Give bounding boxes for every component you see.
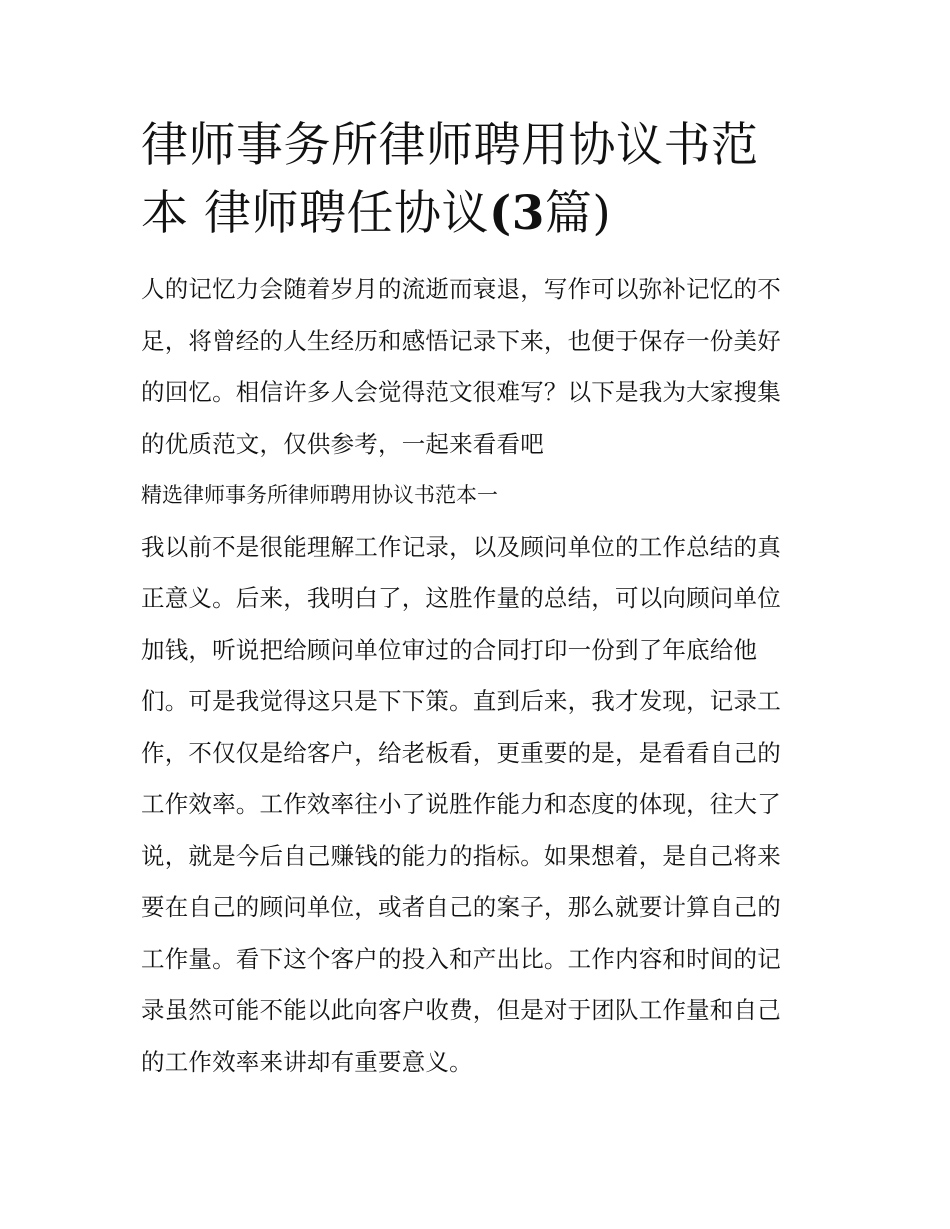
paragraph-line: 说，就是今后自己赚钱的能力的指标。如果想着，是自己将来 (141, 841, 781, 870)
intro-paragraph (141, 264, 816, 470)
paragraph-line: 录虽然可能不能以此向客户收费，但是对于团队工作量和自己 (141, 996, 781, 1024)
paragraph-line: 工作效率。工作效率往小了说胜作能力和态度的体现，往大了 (141, 790, 781, 818)
paragraph-line: 人的记忆力会随着岁月的流逝而衰退，写作可以弥补记忆的不 (141, 275, 781, 303)
title-line: 律师事务所律师聘用协议书范 (141, 118, 759, 173)
title-count: (3 (488, 186, 545, 241)
paragraph-line: 要在自己的顾问单位，或者自己的案子，那么就要计算自己的 (141, 893, 781, 921)
body-paragraph (141, 522, 816, 1089)
paragraph-line: 正意义。后来，我明白了，这胜作量的总结，可以向顾问单位 (141, 584, 781, 612)
title-line-text: 本 律师聘任协议 (141, 186, 489, 241)
paragraph-line: 足，将曾经的人生经历和感悟记录下来，也便于保存一份美好 (141, 326, 781, 355)
title-line (141, 180, 816, 248)
title-count-unit: 篇) (544, 186, 612, 241)
paragraph-line: 作，不仅仅是给客户，给老板看，更重要的是，是看看自己的 (141, 738, 781, 767)
paragraph-line: 的回忆。相信许多人会觉得范文很难写？以下是我为大家搜集 (141, 378, 781, 406)
paragraph-line: 的优质范文，仅供参考，一起来看看吧 (141, 429, 544, 458)
section-heading: 精选律师事务所律师聘用协议书范本一 (141, 483, 498, 507)
paragraph-line: 工作量。看下这个客户的投入和产出比。工作内容和时间的记 (141, 944, 781, 973)
paragraph-line: 我以前不是很能理解工作记录，以及顾问单位的工作总结的真 (141, 532, 781, 561)
document-content (141, 112, 816, 1088)
paragraph-line: 们。可是我觉得这只是下下策。直到后来，我才发现，记录工 (141, 687, 781, 715)
document-title (141, 112, 816, 248)
paragraph-line: 加钱，听说把给顾问单位审过的合同打印一份到了年底给他 (141, 635, 758, 664)
paragraph-line: 的工作效率来讲却有重要意义。 (141, 1047, 473, 1076)
